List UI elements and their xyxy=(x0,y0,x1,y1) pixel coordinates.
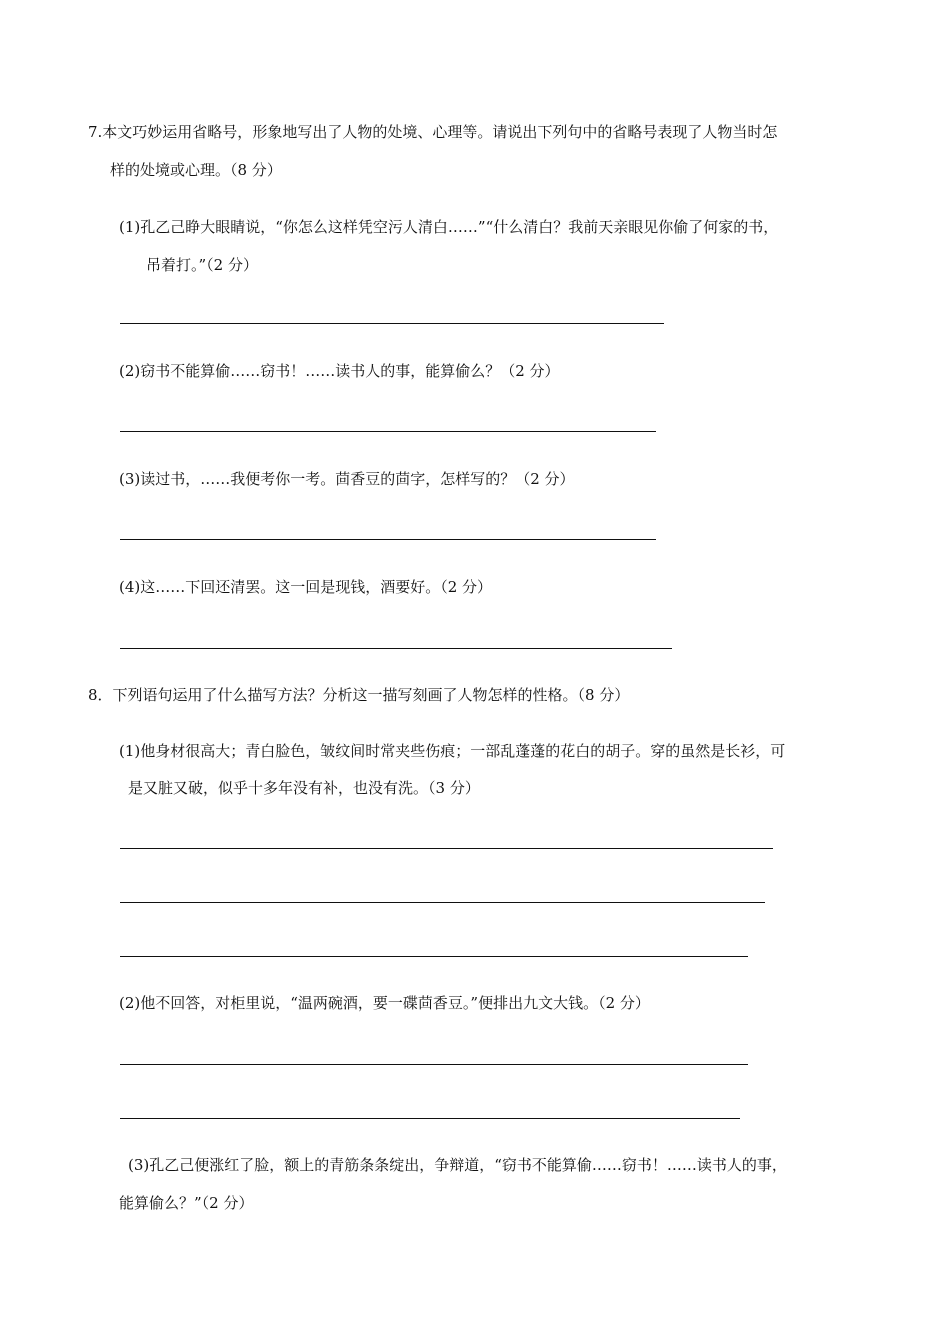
q8-sub3-line-2: 能算偷么？”（2 分） xyxy=(119,1194,254,1212)
q8-sub1-line-1: (1)他身材很高大；青白脸色，皱纹间时常夹些伤痕；一部乱蓬蓬的花白的胡子。穿的虽然是长衫，可 xyxy=(119,742,786,760)
q8-sub2-text: (2)他不回答，对柜里说，“温两碗酒，要一碟茴香豆。”便排出九文大钱。（2 分） xyxy=(119,994,650,1012)
q8-sub1-answer-line-3[interactable] xyxy=(120,956,748,957)
q8-sub1-answer-line-2[interactable] xyxy=(120,902,765,903)
q8-sub2-answer-line-1[interactable] xyxy=(120,1064,748,1065)
q8-prompt: 8．下列语句运用了什么描写方法？分析这一描写刻画了人物怎样的性格。（8 分） xyxy=(88,686,630,704)
q7-sub4-text: (4)这……下回还清罢。这一回是现钱，酒要好。（2 分） xyxy=(119,578,493,596)
q7-sub1-answer-line[interactable] xyxy=(120,323,664,324)
q8-sub3-line-1: (3)孔乙己便涨红了脸，额上的青筋条条绽出，争辩道，“窃书不能算偷……窃书！……读书人的事， xyxy=(128,1156,787,1174)
q7-sub2-text: (2)窃书不能算偷……窃书！……读书人的事，能算偷么？（2 分） xyxy=(119,362,560,380)
q7-sub1-line-2: 吊着打。”（2 分） xyxy=(146,256,258,274)
q7-prompt-line-2: 样的处境或心理。（8 分） xyxy=(110,161,282,179)
q7-prompt-line-1: 7.本文巧妙运用省略号，形象地写出了人物的处境、心理等。请说出下列句中的省略号表现了人物当时怎 xyxy=(88,123,778,141)
q7-sub3-answer-line[interactable] xyxy=(120,539,656,540)
q7-sub3-text: (3)读过书，……我便考你一考。茴香豆的茴字，怎样写的？（2 分） xyxy=(119,470,575,488)
q7-sub4-answer-line[interactable] xyxy=(120,648,672,649)
q7-sub1-line-1: (1)孔乙己睁大眼睛说，“你怎么这样凭空污人清白……”“什么清白？我前天亲眼见你偷了何家的书， xyxy=(119,218,779,236)
q8-sub2-answer-line-2[interactable] xyxy=(120,1118,740,1119)
q7-sub2-answer-line[interactable] xyxy=(120,431,656,432)
q8-sub1-line-2: 是又脏又破，似乎十多年没有补，也没有洗。（3 分） xyxy=(128,779,480,797)
q8-sub1-answer-line-1[interactable] xyxy=(120,848,773,849)
